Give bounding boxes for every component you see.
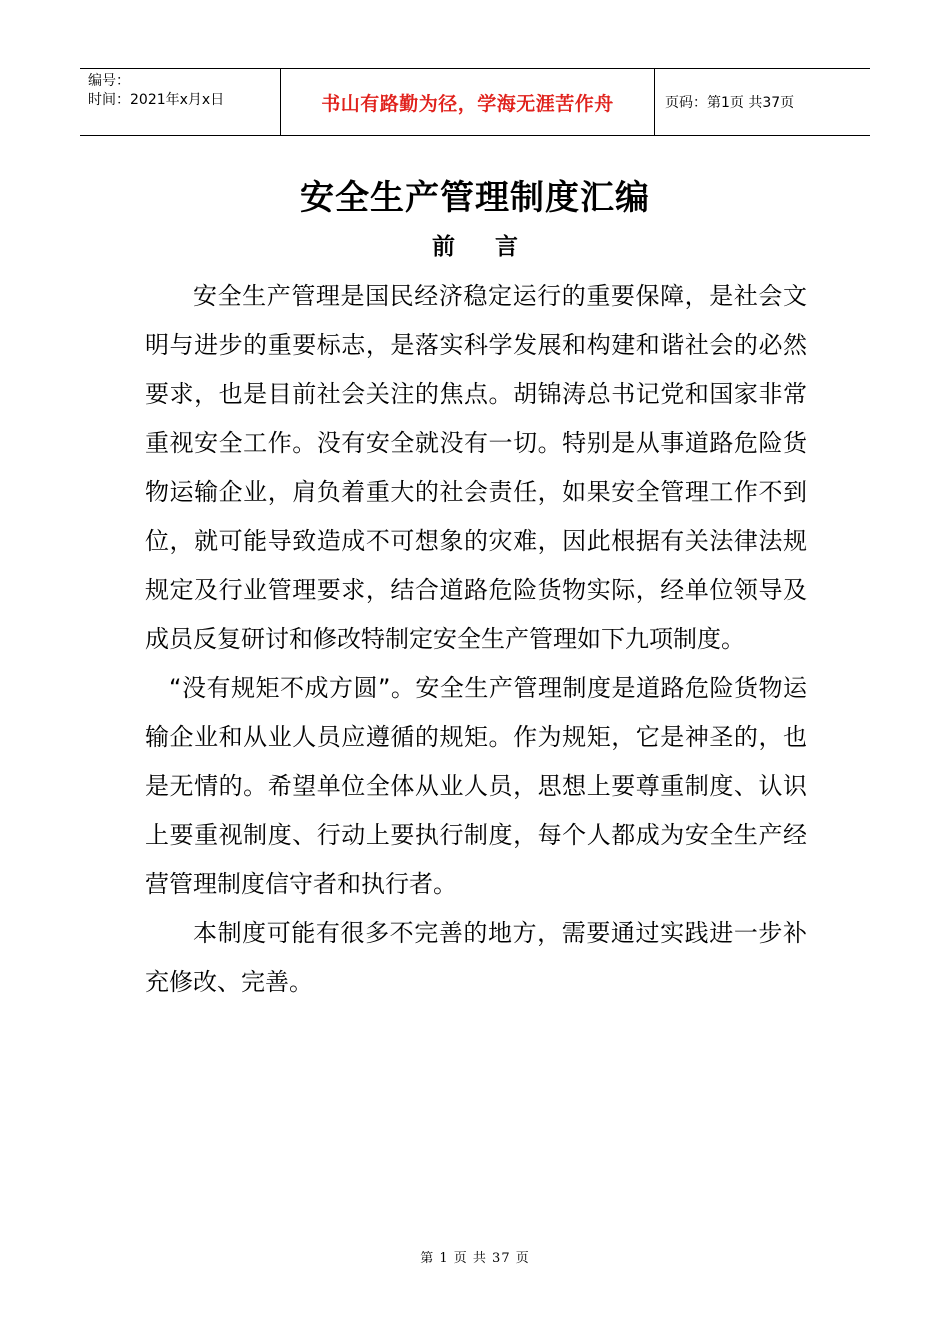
preface-heading: 前言 — [432, 234, 558, 260]
body-paragraph: 本制度可能有很多不完善的地方，需要通过实践进一步补充修改、完善。 — [145, 919, 807, 996]
document-time-label: 时间：2021年x月x日 — [88, 92, 225, 108]
header-page-info: 页码：第1页 共37页 — [665, 95, 795, 111]
document-header — [80, 68, 870, 136]
page-footer: 第 1 页 共 37 页 — [420, 1251, 530, 1266]
document-title: 安全生产管理制度汇编 — [300, 178, 650, 218]
document-body — [145, 272, 807, 1007]
document-number-label: 编号： — [88, 73, 130, 89]
body-paragraph: “没有规矩不成方圆”。安全生产管理制度是道路危险货物运输企业和从业人员应遵循的规矩。作为规矩，它是神圣的，也是无情的。希望单位全体从业人员，思想上要尊重制度、认识上要重视制度、行动上要执行制度，每个人都成为安全生产经营管理制度信守者和执行者。 — [145, 674, 807, 898]
body-paragraph: 安全生产管理是国民经济稳定运行的重要保障，是社会文明与进步的重要标志，是落实科学发展和构建和谐社会的必然要求，也是目前社会关注的焦点。胡锦涛总书记党和国家非常重视安全工作。没有安全就没有一切。特别是从事道路危险货物运输企业，肩负着重大的社会责任，如果安全管理工作不到位，就可能导致造成不可想象的灾难，因此根据有关法律法规规定及行业管理要求，结合道路危险货物实际，经单位领导及成员反复研讨和修改特制定安全生产管理如下九项制度。 — [145, 282, 807, 653]
header-meta — [80, 69, 281, 135]
header-motto: 书山有路勤为径，学海无涯苦作舟 — [281, 69, 655, 135]
